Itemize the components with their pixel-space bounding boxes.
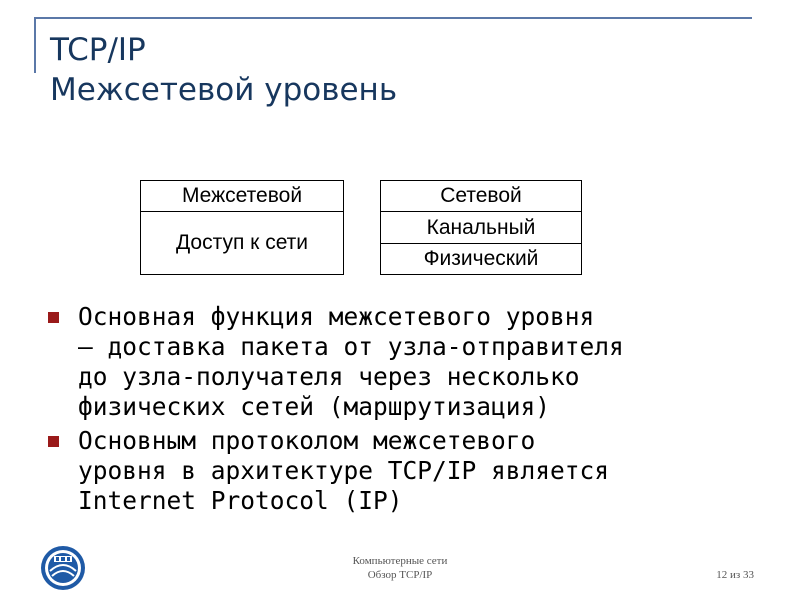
model-layer-data-link: Канальный bbox=[380, 211, 582, 244]
bullet-square-icon bbox=[48, 436, 59, 447]
bullet-item bbox=[44, 302, 764, 422]
bullet-line: уровня в архитектуре TCP/IP является bbox=[78, 456, 610, 485]
bullet-line: Основным протоколом межсетевого bbox=[78, 426, 536, 455]
bullet-line: до узла-получателя через несколько bbox=[78, 362, 580, 391]
university-logo-icon bbox=[40, 545, 86, 591]
bullet-list bbox=[44, 302, 764, 520]
model-layer-network-access: Доступ к сети bbox=[140, 211, 344, 275]
footer-topic: Обзор TCP/IP bbox=[367, 569, 433, 581]
page-number: 12 из 33 bbox=[716, 569, 754, 581]
frame-left-line bbox=[34, 17, 36, 73]
title-line-2: Межсетевой уровень bbox=[50, 72, 398, 108]
bullet-square-icon bbox=[48, 312, 59, 323]
bullet-item bbox=[44, 426, 764, 516]
bullet-line: физических сетей (маршрутизация) bbox=[78, 392, 551, 421]
frame-top-line bbox=[34, 17, 752, 19]
bullet-line: Основная функция межсетевого уровня bbox=[78, 302, 595, 331]
bullet-line: – доставка пакета от узла-отправителя bbox=[78, 332, 624, 361]
bullet-line: Internet Protocol (IP) bbox=[78, 486, 403, 515]
footer-info bbox=[300, 554, 500, 582]
title-line-1: TCP/IP bbox=[50, 32, 146, 68]
model-layer-network: Сетевой bbox=[380, 180, 582, 212]
model-layer-physical: Физический bbox=[380, 243, 582, 275]
model-layer-internet: Межсетевой bbox=[140, 180, 344, 212]
slide-title bbox=[50, 30, 770, 110]
footer-course: Компьютерные сети bbox=[352, 555, 448, 567]
